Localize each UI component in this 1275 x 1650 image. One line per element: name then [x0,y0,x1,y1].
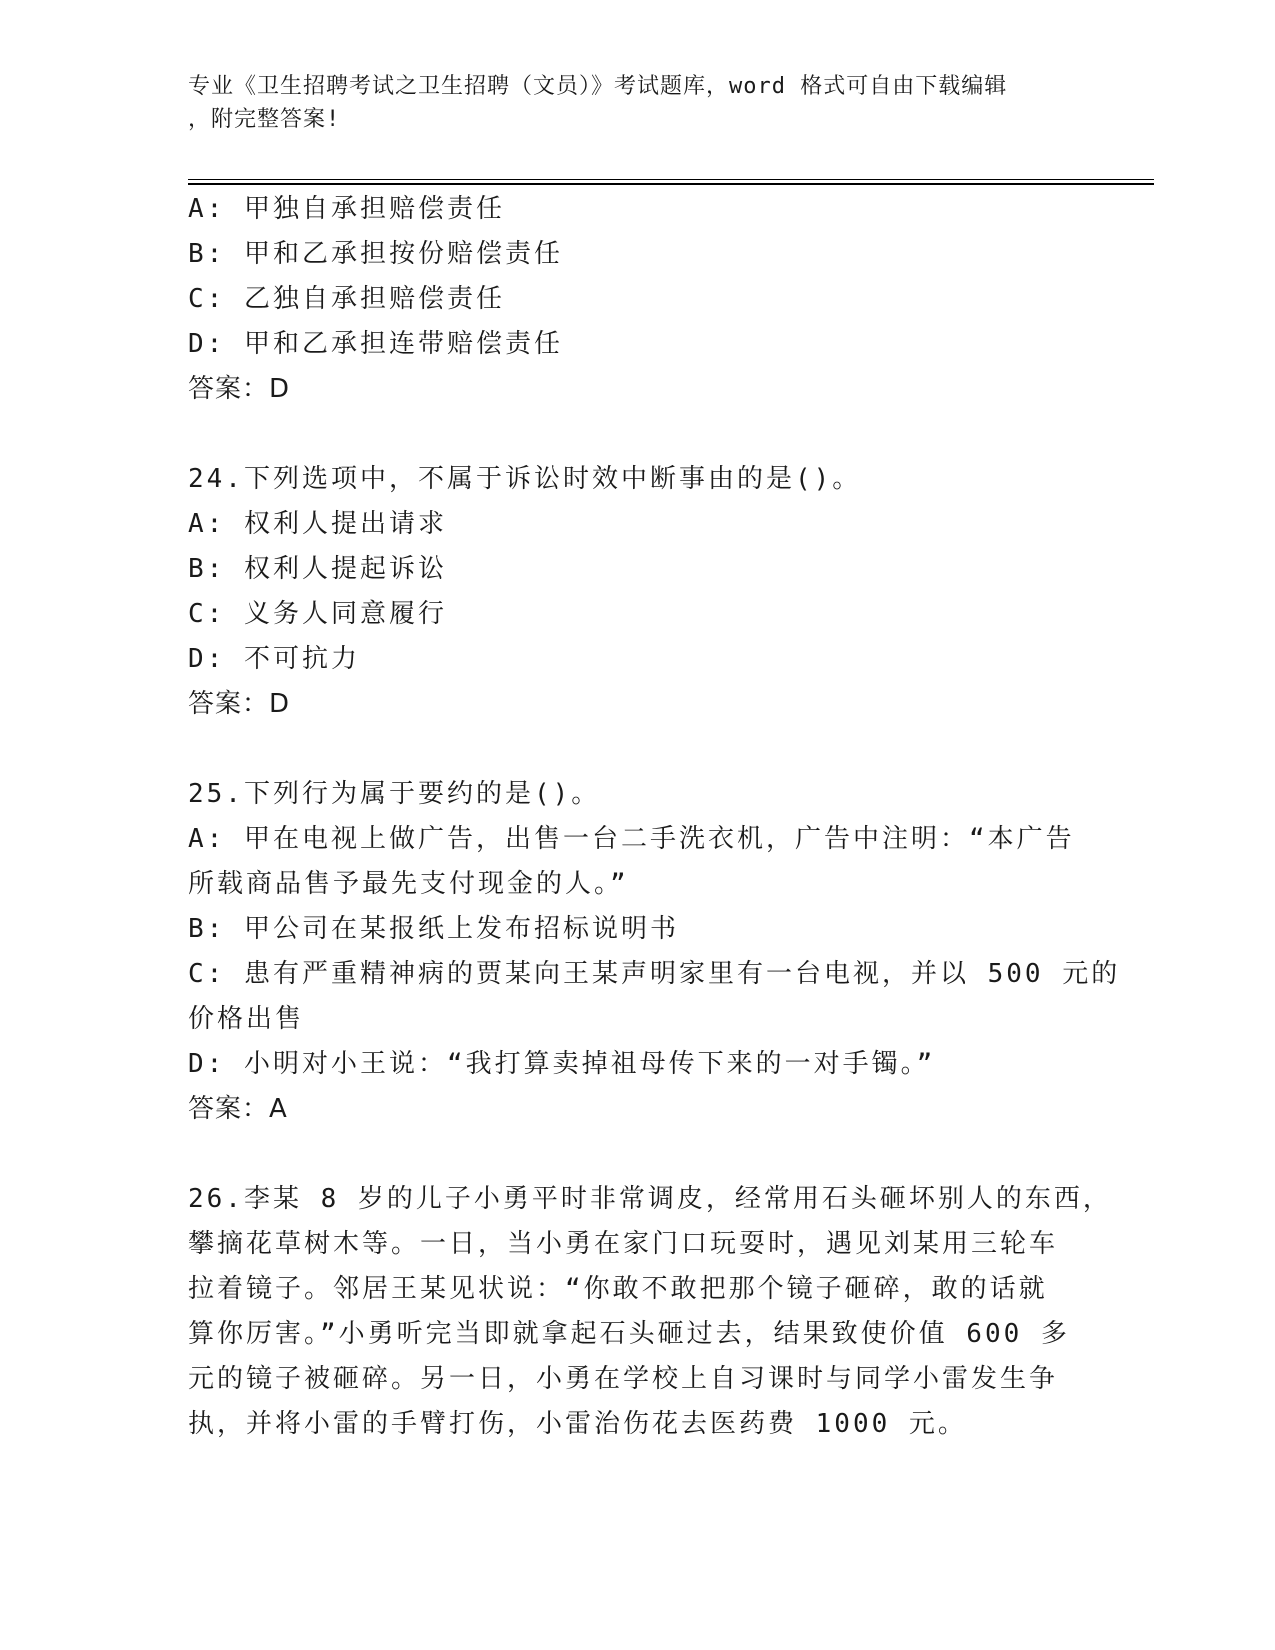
q26-text-line: 执，并将小雷的手臂打伤，小雷治伤花去医药费 1000 元。 [188,1409,967,1439]
q26-text-line: 拉着镜子。邻居王某见状说：“你敢不敢把那个镜子砸碎，敢的话就 [188,1274,1048,1304]
header-divider-thick [188,183,1154,185]
q24-option-a: A: 权利人提出请求 [188,509,447,539]
q25-answer: 答案：A [188,1094,288,1124]
header-divider-thin [188,179,1154,180]
q23-option-c: C: 乙独自承担赔偿责任 [188,284,505,314]
document-header [188,70,1068,136]
q24-stem: 24.下列选项中，不属于诉讼时效中断事由的是()。 [188,464,862,494]
q24-option-c: C: 义务人同意履行 [188,599,447,629]
q25-stem: 25.下列行为属于要约的是()。 [188,779,601,809]
q25-option-c-line-1: C: 患有严重精神病的贾某向王某声明家里有一台电视，并以 500 元的 [188,959,1121,989]
q25-option-b: B: 甲公司在某报纸上发布招标说明书 [188,914,679,944]
q25-option-d: D: 小明对小王说：“我打算卖掉祖母传下来的一对手镯。” [188,1049,936,1079]
q24-option-d: D: 不可抗力 [188,644,360,674]
header-line-1: 专业《卫生招聘考试之卫生招聘（文员）》考试题库，word 格式可自由下载编辑 [188,74,1008,99]
q26-text-line: 算你厉害。”小勇听完当即就拿起石头砸过去，结果致使价值 600 多 [188,1319,1070,1349]
q26-text-line: 元的镜子被砸碎。另一日，小勇在学校上自习课时与同学小雷发生争 [188,1364,1059,1394]
q23-answer: 答案：D [188,374,291,404]
q26-text-line: 攀摘花草树木等。一日，当小勇在家门口玩耍时，遇见刘某用三轮车 [188,1229,1059,1259]
q26-text-line: 26.李某 8 岁的儿子小勇平时非常调皮，经常用石头砸坏别人的东西， [188,1184,1112,1214]
header-line-2: ，附完整答案! [188,107,341,132]
q23-option-a: A: 甲独自承担赔偿责任 [188,194,505,224]
q25-option-a-line-2: 所载商品售予最先支付现金的人。” [188,869,629,899]
q24-answer: 答案：D [188,689,291,719]
q23-option-b: B: 甲和乙承担按份赔偿责任 [188,239,563,269]
q24-option-b: B: 权利人提起诉讼 [188,554,447,584]
q25-option-c-line-2: 价格出售 [188,1004,305,1034]
q25-option-a-line-1: A: 甲在电视上做广告，出售一台二手洗衣机，广告中注明：“本广告 [188,824,1075,854]
q23-option-d: D: 甲和乙承担连带赔偿责任 [188,329,563,359]
